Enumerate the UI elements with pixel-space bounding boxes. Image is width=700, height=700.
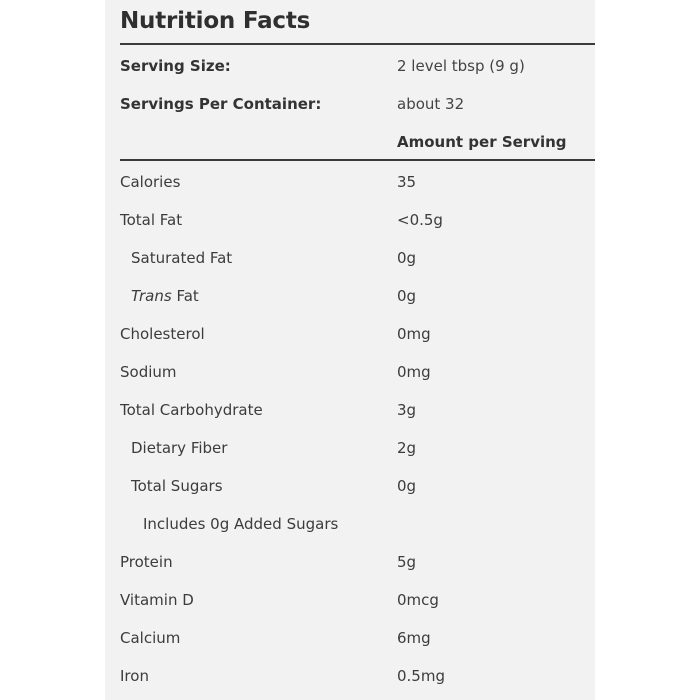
nutrient-value: 0.5mg bbox=[397, 667, 445, 685]
nutrient-value: 35 bbox=[397, 173, 417, 191]
nutrition-facts-panel bbox=[105, 0, 595, 700]
nutrient-label: Sodium bbox=[120, 363, 177, 381]
nutrient-value: 5g bbox=[397, 553, 417, 571]
header-divider bbox=[120, 159, 595, 161]
nutrient-label: Total Sugars bbox=[131, 477, 223, 495]
nutrient-row-calcium bbox=[120, 619, 595, 657]
nutrient-value: 2g bbox=[397, 439, 417, 457]
nutrient-row-trans-fat bbox=[120, 277, 595, 315]
nutrient-label: Total Fat bbox=[120, 211, 183, 229]
nutrient-label: Dietary Fiber bbox=[131, 439, 228, 457]
nutrient-row-calories bbox=[120, 163, 595, 201]
serving-size-row bbox=[120, 47, 595, 85]
amount-per-serving-header: Amount per Serving bbox=[397, 133, 567, 151]
nutrient-label-group bbox=[131, 277, 199, 315]
nutrient-row-protein bbox=[120, 543, 595, 581]
nutrient-row-saturated-fat bbox=[120, 239, 595, 277]
nutrient-row-sodium bbox=[120, 353, 595, 391]
nutrient-label: Total Carbohydrate bbox=[120, 401, 263, 419]
nutrient-label: Saturated Fat bbox=[131, 249, 233, 267]
servings-per-container-label: Servings Per Container: bbox=[120, 95, 322, 113]
serving-size-value: 2 level tbsp (9 g) bbox=[397, 57, 525, 75]
nutrient-label: Protein bbox=[120, 553, 173, 571]
servings-per-container-value: about 32 bbox=[397, 95, 465, 113]
nutrient-value: 0mg bbox=[397, 325, 431, 343]
nutrient-value: 0g bbox=[397, 249, 417, 267]
nutrient-label: Calcium bbox=[120, 629, 181, 647]
nutrient-value: 0mg bbox=[397, 363, 431, 381]
nutrient-value: 0g bbox=[397, 287, 417, 305]
nutrient-label-italic: Trans bbox=[131, 287, 172, 305]
top-divider bbox=[120, 43, 595, 45]
nutrient-value: 0mcg bbox=[397, 591, 439, 609]
serving-size-label: Serving Size: bbox=[120, 57, 231, 75]
nutrient-label: Includes 0g Added Sugars bbox=[143, 515, 339, 533]
nutrient-label-suffix: Fat bbox=[171, 287, 199, 305]
servings-per-container-row bbox=[120, 85, 595, 123]
nutrient-row-added-sugars bbox=[120, 505, 595, 543]
nutrient-value: 0g bbox=[397, 477, 417, 495]
nutrient-label: Calories bbox=[120, 173, 181, 191]
nutrient-row-total-carbohydrate bbox=[120, 391, 595, 429]
amount-header-row bbox=[120, 123, 595, 161]
nutrient-row-dietary-fiber bbox=[120, 429, 595, 467]
nutrient-label: Iron bbox=[120, 667, 149, 685]
nutrient-row-cholesterol bbox=[120, 315, 595, 353]
nutrient-row-total-sugars bbox=[120, 467, 595, 505]
nutrient-label: Cholesterol bbox=[120, 325, 205, 343]
nutrient-value: 3g bbox=[397, 401, 417, 419]
nutrient-row-iron bbox=[120, 657, 595, 695]
nutrient-value: 6mg bbox=[397, 629, 431, 647]
nutrient-value: <0.5g bbox=[397, 211, 443, 229]
nutrient-row-vitamin-d bbox=[120, 581, 595, 619]
nutrient-row-total-fat bbox=[120, 201, 595, 239]
panel-title: Nutrition Facts bbox=[120, 8, 311, 34]
nutrient-label: Vitamin D bbox=[120, 591, 194, 609]
